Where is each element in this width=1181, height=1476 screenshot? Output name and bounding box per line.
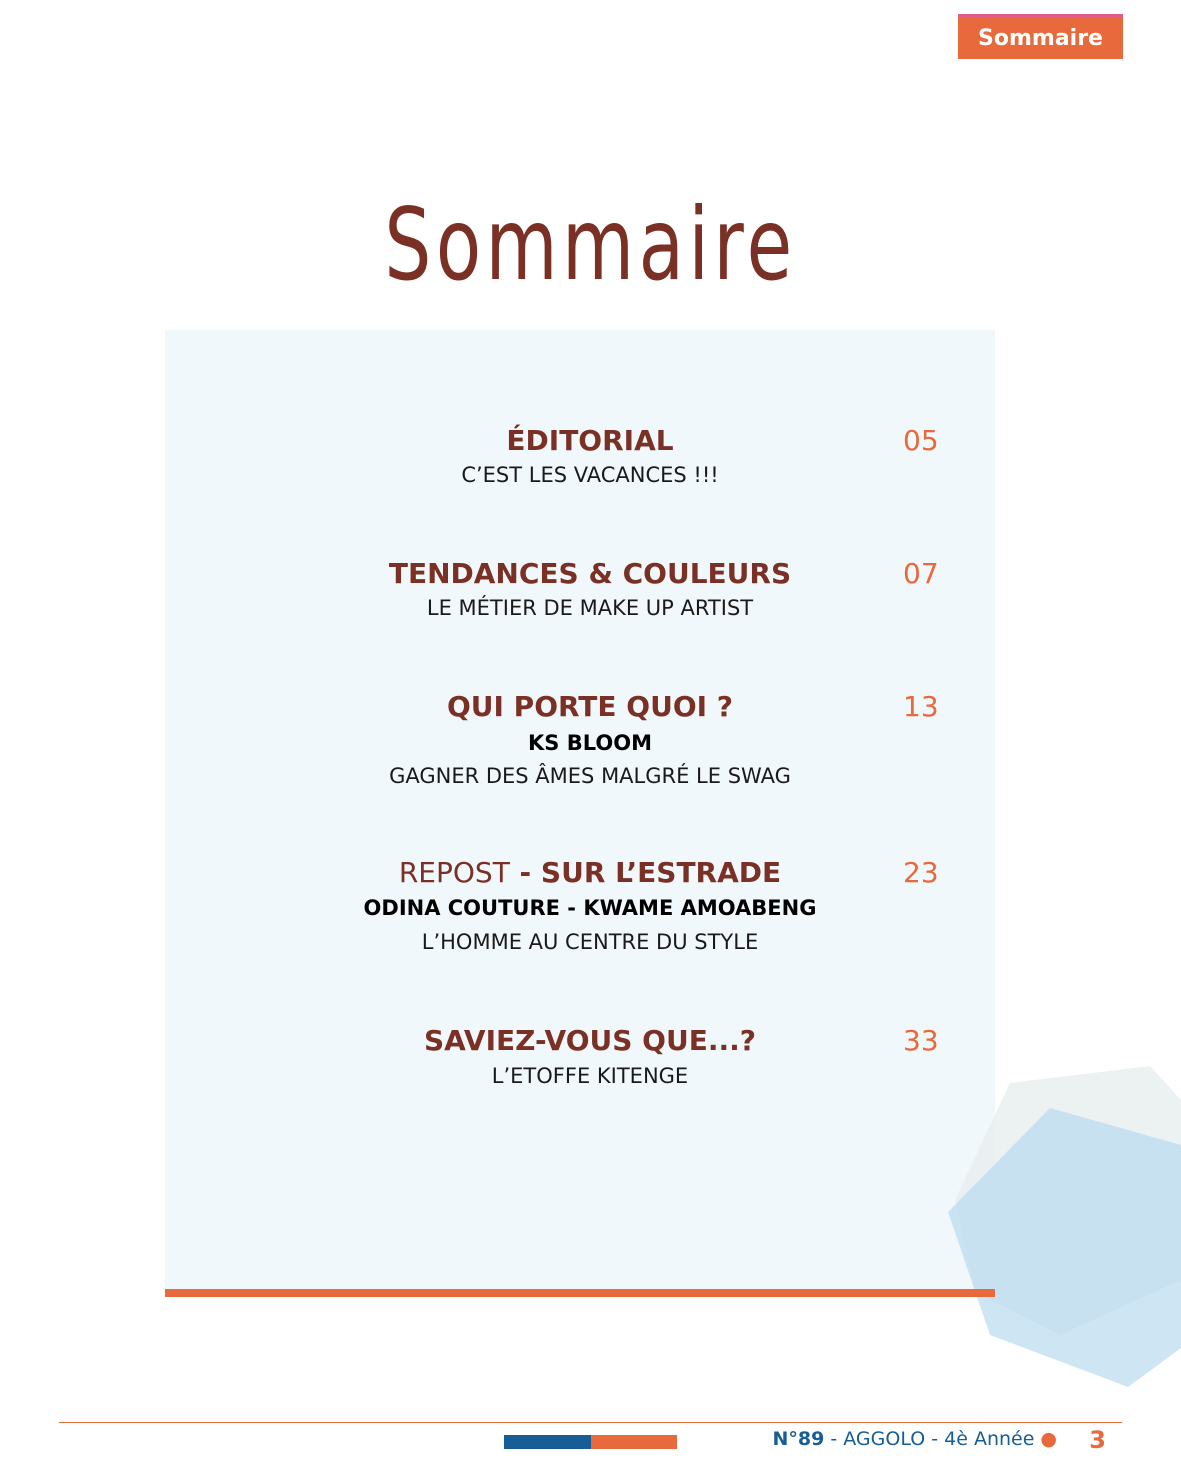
footer-issue: N°89: [772, 1428, 825, 1450]
page-title: Sommaire: [384, 186, 797, 303]
toc-heading: TENDANCES & COULEURS: [388, 557, 792, 590]
toc-heading: QUI PORTE QUOI ?: [446, 690, 734, 723]
footer-divider: [59, 1422, 1122, 1423]
toc-subtitle: L’ETOFFE KITENGE: [491, 1064, 689, 1088]
page-number: 3: [1089, 1426, 1106, 1454]
footer-publication: [772, 1428, 1063, 1450]
footer-color-bar-orange: [591, 1435, 677, 1449]
toc-heading: [165, 856, 1015, 889]
toc-page-number: 13: [903, 690, 939, 723]
toc-page-number: 07: [903, 557, 939, 590]
toc-page-number: 23: [903, 856, 939, 889]
toc-page-number: 33: [903, 1024, 939, 1057]
toc-heading-main: - SUR L’ESTRADE: [509, 856, 782, 889]
footer-bullet-icon: ●: [1040, 1428, 1057, 1450]
toc-bold-subtitle: ODINA COUTURE - KWAME AMOABENG: [363, 896, 817, 920]
toc-subtitle: GAGNER DES ÂMES MALGRÉ LE SWAG: [389, 764, 791, 788]
footer-magazine: - AGGOLO - 4è Année: [824, 1428, 1035, 1450]
toc-subtitle: LE MÉTIER DE MAKE UP ARTIST: [426, 596, 754, 620]
toc-subtitle: L’HOMME AU CENTRE DU STYLE: [421, 930, 759, 954]
footer-color-bar-blue: [504, 1435, 591, 1449]
toc-subtitle: C’EST LES VACANCES !!!: [461, 463, 719, 487]
toc-page-number: 05: [903, 424, 939, 457]
toc-heading-prefix: REPOST: [398, 856, 510, 889]
section-tag: Sommaire: [958, 14, 1123, 59]
panel-bottom-bar: [165, 1289, 995, 1297]
toc-bold-subtitle: KS BLOOM: [528, 731, 652, 755]
toc-heading: SAVIEZ-VOUS QUE...?: [424, 1024, 756, 1057]
toc-heading: ÉDITORIAL: [506, 424, 674, 457]
